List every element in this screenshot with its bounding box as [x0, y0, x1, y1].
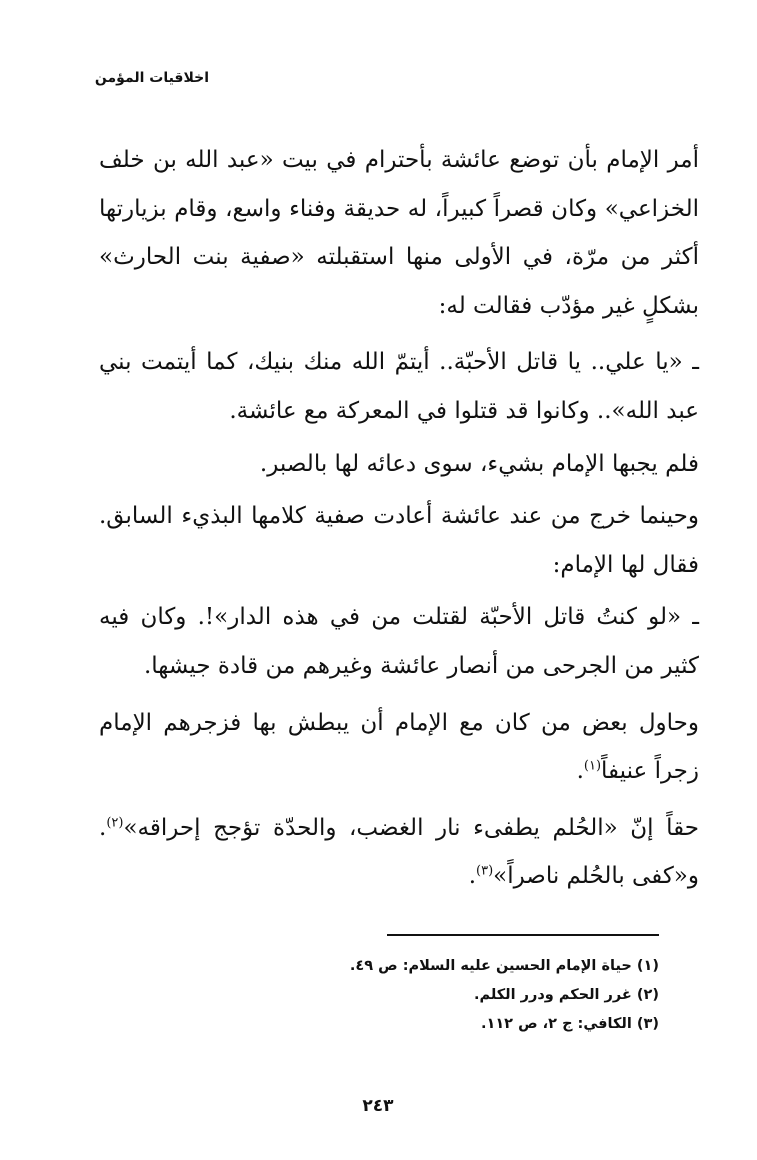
paragraph-3: فلم يجبها الإمام بشيء، سوى دعائه لها بالصبر. — [259, 450, 699, 477]
running-title: اخلاقيات المؤمن — [94, 70, 209, 86]
paragraph-4: وحينما خرج من عند عائشة أعادت صفية كلامها البذيء السابق. فقال لها الإمام: — [99, 503, 699, 578]
paragraph-7-text-a: حقاً إنّ «الحُلم يطفىء نار الغضب، والحدّة تؤجج إحراقه» — [123, 814, 699, 841]
page-number: ٢٤٣ — [362, 1096, 394, 1116]
paragraph-6-end: . — [576, 758, 584, 785]
footnote-ref-2: (٢) — [106, 815, 124, 831]
footnotes — [99, 952, 659, 1039]
main-text — [99, 136, 699, 901]
footnote-ref-1: (١) — [583, 758, 602, 774]
paragraph-1: أمر الإمام بأن توضع عائشة بأحترام في بيت «عبد الله بن خلف الخزاعي» وكان قصراً كبيراً، له حديقة وفناء واسع، وقام بزيارتها أكثر من مرّة، في الأولى منها استقبلته «صفية بنت الحارث» بشكلٍ غير مؤدّب فقالت له: — [99, 147, 699, 319]
footnote-3: (٣) الكافي: ج ٢، ص ١١٢. — [480, 1016, 659, 1032]
footnote-ref-3: (٣) — [476, 863, 494, 879]
paragraph-6 — [99, 699, 699, 796]
paragraph-2: ـ «يا علي.. يا قاتل الأحبّة.. أيتمّ الله منك بنيك، كما أيتمت بني عبد الله».. وكانوا قد قتلوا في المعركة مع عائشة. — [99, 349, 699, 424]
footnote-2: (٢) غرر الحكم ودرر الكلم. — [473, 987, 659, 1003]
paragraph-7 — [99, 804, 699, 901]
footnote-divider — [387, 934, 659, 936]
paragraph-5: ـ «لو كنتُ قاتل الأحبّة لقتلت من في هذه الدار»!. وكان فيه كثير من الجرحى من أنصار عائشة وغيرهم من قادة جيشها. — [99, 604, 699, 679]
footnote-1: (١) حياة الإمام الحسين عليه السلام: ص ٤٩. — [349, 958, 659, 974]
paragraph-7-text-b: . و«كفى بالحُلم ناصراً» — [99, 814, 699, 890]
paragraph-6-text: وحاول بعض من كان مع الإمام أن يبطش بها فزجرهم الإمام زجراً عنيفاً — [99, 709, 699, 785]
paragraph-7-end: . — [468, 863, 477, 890]
